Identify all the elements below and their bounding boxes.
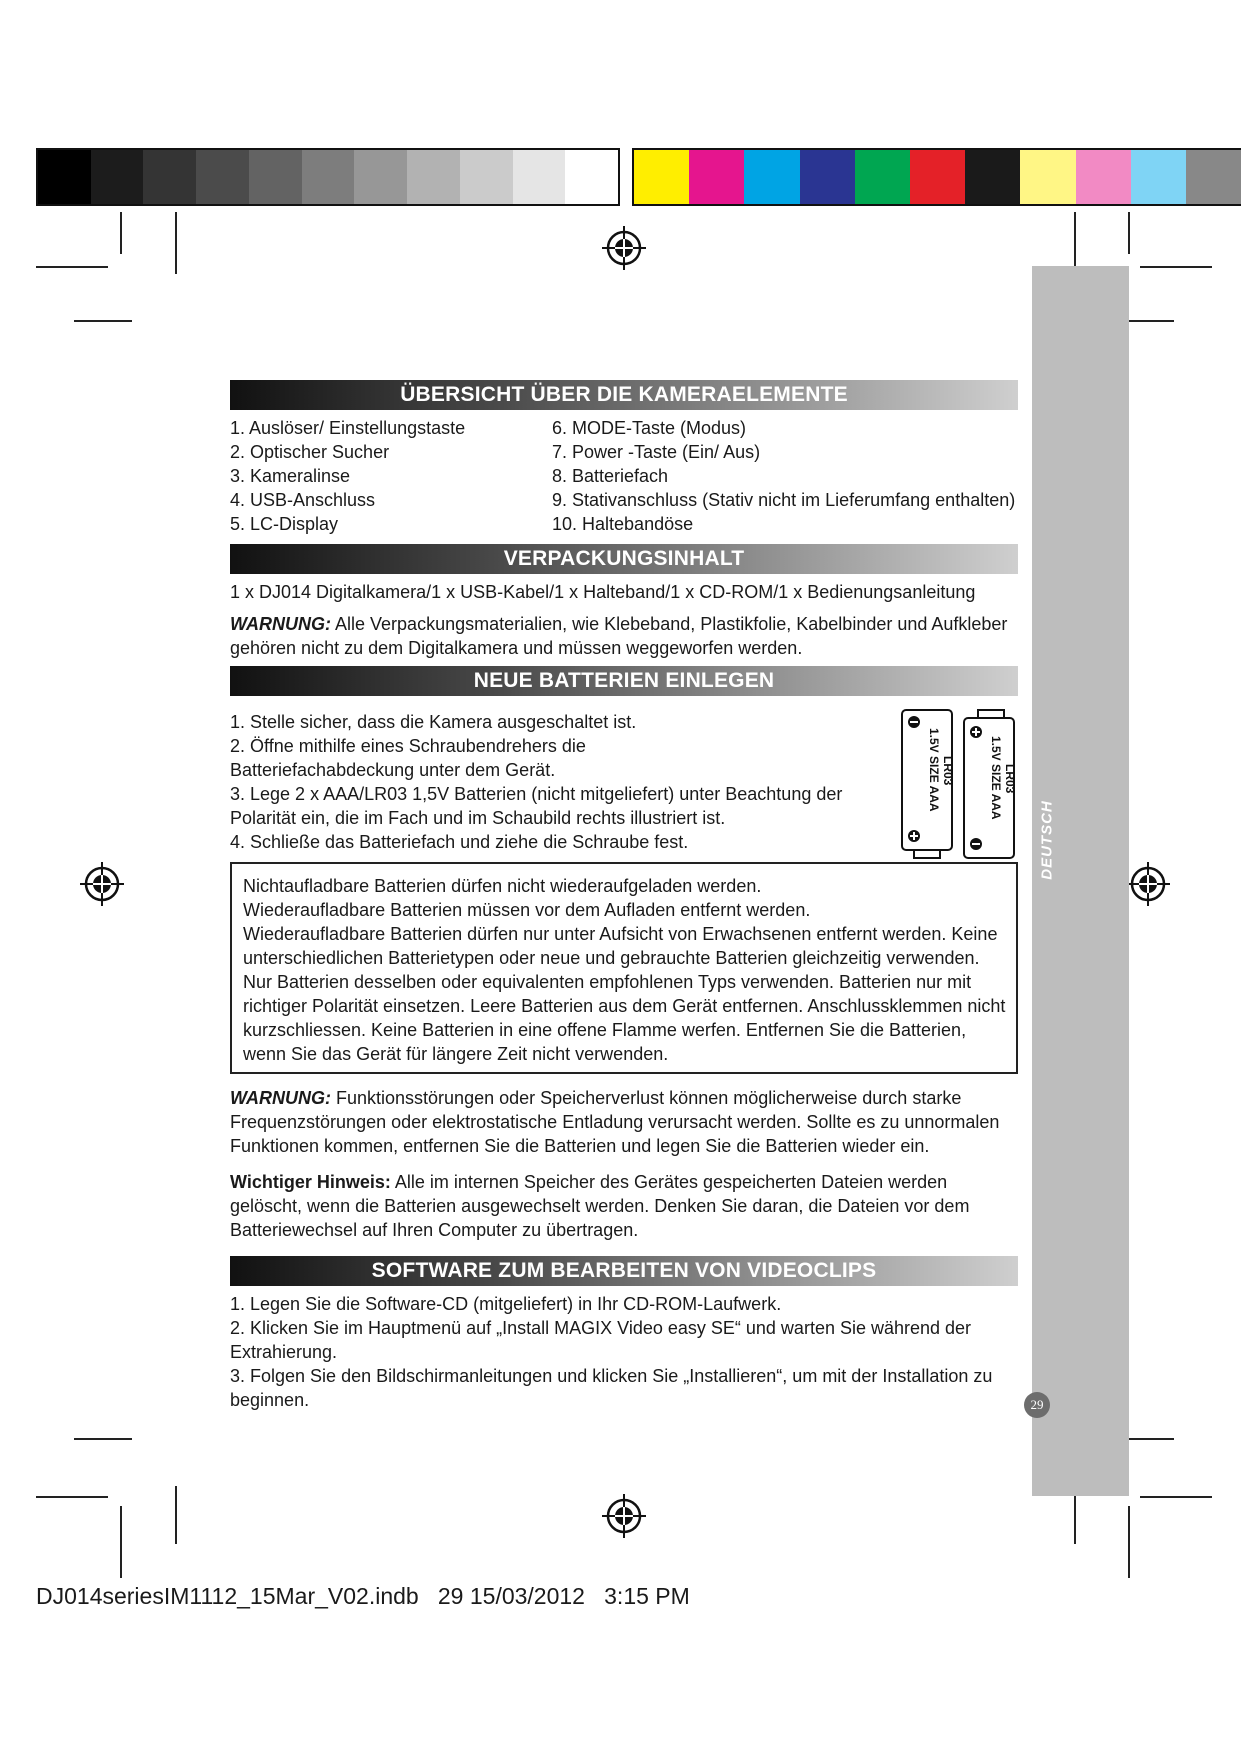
camera-parts-list bbox=[230, 416, 1018, 536]
package-warning bbox=[230, 612, 1018, 660]
gray-swatch bbox=[249, 150, 302, 204]
list-item: 8. Batteriefach bbox=[552, 466, 669, 486]
step-item: 1. Stelle sicher, dass die Kamera ausgeschaltet ist. bbox=[230, 712, 637, 732]
list-item: 4. USB-Anschluss bbox=[230, 490, 376, 510]
gray-swatch bbox=[143, 150, 196, 204]
battery-diagram bbox=[900, 708, 1018, 860]
section-header-package: VERPACKUNGSINHALT bbox=[230, 544, 1018, 574]
color-swatch bbox=[1020, 150, 1075, 204]
crop-mark bbox=[1140, 266, 1212, 268]
step-item: Polarität ein, die im Fach und im Schaubild rechts illustriert ist. bbox=[230, 808, 726, 828]
battery-instructions bbox=[230, 702, 1018, 854]
list-item: 3. Kameralinse bbox=[230, 466, 351, 486]
section-header-software: SOFTWARE ZUM BEARBEITEN VON VIDEOCLIPS bbox=[230, 1256, 1018, 1286]
step-item: Batteriefachabdeckung unter dem Gerät. bbox=[230, 760, 556, 780]
crop-mark bbox=[175, 1486, 177, 1544]
section-header-overview: ÜBERSICHT ÜBER DIE KAMERAELEMENTE bbox=[230, 380, 1018, 410]
gray-swatch bbox=[38, 150, 91, 204]
print-slug: DJ014seriesIM1112_15Mar_V02.indb 29 15/03/2012 3:15 PM bbox=[36, 1583, 690, 1609]
step-item: 3. Folgen Sie den Bildschirmanleitungen und klicken Sie „Installieren“, um mit der Installation zu beginnen. bbox=[230, 1366, 993, 1410]
list-item: 10. Haltebandöse bbox=[552, 514, 694, 534]
color-swatch bbox=[744, 150, 799, 204]
gray-swatch bbox=[565, 150, 618, 204]
page-number: 29 bbox=[1024, 1392, 1050, 1418]
important-note bbox=[230, 1170, 1018, 1242]
crop-mark bbox=[120, 212, 122, 254]
crop-mark bbox=[175, 212, 177, 274]
package-contents: 1 x DJ014 Digitalkamera/1 x USB-Kabel/1 x Halteband/1 x CD-ROM/1 x Bedienungsanleitung bbox=[230, 582, 976, 602]
warning-label: WARNUNG: bbox=[230, 1088, 331, 1108]
crop-mark bbox=[74, 320, 132, 322]
manual-page-content bbox=[230, 380, 1018, 1412]
note-text: Alle im internen Speicher des Gerätes gespeicherten Dateien werden gelöscht, wenn die Batterien ausgewechselt werden. Denken Sie daran, die Dateien vor dem Batteriewechsel auf Ihren Computer zu übertragen. bbox=[230, 1172, 970, 1240]
warning-label: WARNUNG: bbox=[230, 614, 331, 634]
gray-swatch bbox=[354, 150, 407, 204]
crop-mark bbox=[36, 1496, 108, 1498]
gray-swatch bbox=[513, 150, 566, 204]
battery-warning bbox=[230, 1086, 1018, 1158]
gray-swatch bbox=[91, 150, 144, 204]
grayscale-color-bar bbox=[36, 148, 620, 206]
registration-mark-icon bbox=[600, 1492, 648, 1540]
list-item: 5. LC-Display bbox=[230, 514, 339, 534]
list-item: 2. Optischer Sucher bbox=[230, 442, 390, 462]
registration-mark-icon bbox=[1124, 860, 1172, 908]
registration-mark-icon bbox=[600, 224, 648, 272]
note-label: Wichtiger Hinweis: bbox=[230, 1172, 391, 1192]
crop-mark bbox=[1128, 212, 1130, 254]
color-swatch bbox=[689, 150, 744, 204]
crop-mark bbox=[1074, 212, 1076, 274]
battery-label: 1.5V SIZE AAA bbox=[989, 736, 1003, 820]
color-swatch bbox=[1186, 150, 1241, 204]
gray-swatch bbox=[460, 150, 513, 204]
section-header-batteries: NEUE BATTERIEN EINLEGEN bbox=[230, 666, 1018, 696]
warning-text: Funktionsstörungen oder Speicherverlust können möglicherweise durch starke Frequenzstörungen oder elektrostatische Entladung verursacht werden. Sollte es zu unnormalen Funktionen kommen, entfernen Sie die Batterien und legen Sie die Batterien wieder ein. bbox=[230, 1088, 1000, 1156]
list-item: 9. Stativanschluss (Stativ nicht im Lieferumfang enthalten) bbox=[552, 490, 1016, 510]
language-label: DEUTSCH bbox=[1038, 800, 1056, 880]
color-swatch bbox=[1076, 150, 1131, 204]
crop-mark bbox=[1128, 1506, 1130, 1578]
process-color-bar bbox=[632, 148, 1241, 206]
battery-label: LR03 bbox=[941, 756, 955, 786]
warning-text: Alle Verpackungsmaterialien, wie Klebeband, Plastikfolie, Kabelbinder und Aufkleber gehören nicht zu dem Digitalkamera und müssen weggeworfen werden. bbox=[230, 614, 1008, 658]
crop-mark bbox=[120, 1506, 122, 1578]
color-swatch bbox=[855, 150, 910, 204]
step-item: 2. Klicken Sie im Hauptmenü auf „Install MAGIX Video easy SE“ und warten Sie während der Extrahierung. bbox=[230, 1318, 972, 1362]
color-swatch bbox=[965, 150, 1020, 204]
battery-label: 1.5V SIZE AAA bbox=[927, 728, 941, 812]
crop-mark bbox=[1140, 1496, 1212, 1498]
crop-mark bbox=[36, 266, 108, 268]
registration-mark-icon bbox=[78, 860, 126, 908]
battery-safety-notice: Nichtaufladbare Batterien dürfen nicht wiederaufgeladen werden. Wiederaufladbare Batterien müssen vor dem Aufladen entfernt werden. Wiederaufladbare Batterien dürfen nur unter Aufsicht von Erwachsenen entfernt werden. Keine unterschiedlichen Batterietypen oder neue und gebrauchte Batterien gleichzeitig verwenden. Nur Batterien desselben oder equivalenten empfohlenen Typs verwenden. Batterien nur mit richtiger Polarität einsetzen. Leere Batterien aus dem Gerät entfernen. Anschlussklemmen nicht kurzschliessen. Keine Batterien in eine offene Flamme werfen. Entfernen Sie die Batterien, wenn Sie das Gerät für längere Zeit nicht verwenden. bbox=[230, 862, 1018, 1074]
battery-label: LR03 bbox=[1003, 764, 1017, 794]
list-item: 1. Auslöser/ Einstellungstaste bbox=[230, 418, 466, 438]
gray-swatch bbox=[196, 150, 249, 204]
step-item: 4. Schließe das Batteriefach und ziehe die Schraube fest. bbox=[230, 832, 689, 852]
step-item: 3. Lege 2 x AAA/LR03 1,5V Batterien (nicht mitgeliefert) unter Beachtung der bbox=[230, 784, 843, 804]
color-swatch bbox=[910, 150, 965, 204]
list-item: 7. Power -Taste (Ein/ Aus) bbox=[552, 442, 761, 462]
color-swatch bbox=[634, 150, 689, 204]
color-swatch bbox=[1131, 150, 1186, 204]
list-item: 6. MODE-Taste (Modus) bbox=[552, 418, 747, 438]
crop-mark bbox=[74, 1438, 132, 1440]
step-item: 1. Legen Sie die Software-CD (mitgeliefert) in Ihr CD-ROM-Laufwerk. bbox=[230, 1294, 782, 1314]
step-item: 2. Öffne mithilfe eines Schraubendrehers die bbox=[230, 736, 586, 756]
color-swatch bbox=[800, 150, 855, 204]
gray-swatch bbox=[407, 150, 460, 204]
gray-swatch bbox=[302, 150, 355, 204]
